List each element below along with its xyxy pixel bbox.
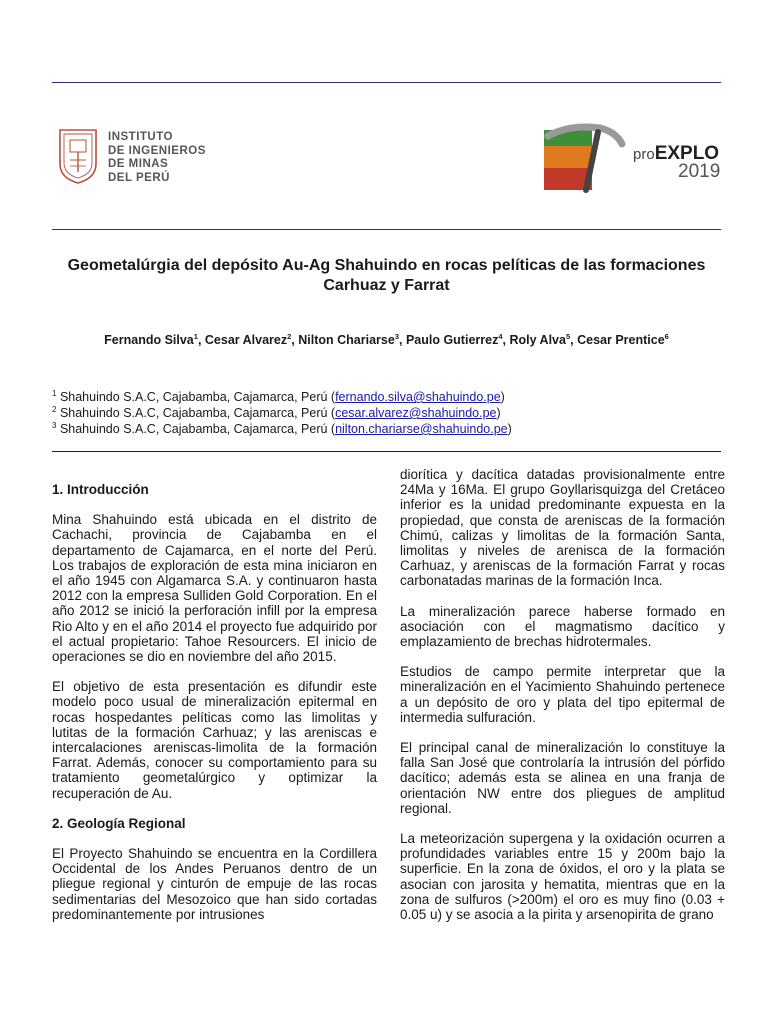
section-heading-introduccion: 1. Introducción	[52, 482, 149, 497]
author-sup: 1	[193, 331, 198, 341]
author-list: Fernando Silva$^1$, Cesar Alvarez$^2$, Nilton Chariarse$^3$, Paulo Gutierrez$^4$, Roly Alva$^5$, Cesar Prentice$^6$	[104, 331, 669, 347]
proexplo-year: 2019	[678, 161, 721, 182]
iimp-logo	[58, 128, 258, 186]
paragraph: diorítica y dacítica datadas provisionalmente entre 24Ma y 16Ma. El grupo Goyllarisquizga del Cretáceo inferior es la unidad predominante expuesta en la propiedad, que consta de areniscas de la formación Chimú, calizas y limolitas de la formación Santa, limolitas y niveles de arenisca de la formación Carhuaz, y areniscas de la formación Farrat y rocas carbonatadas marinas de la formación Inca.	[400, 467, 725, 589]
iimp-wordmark	[108, 131, 206, 185]
paper-title: Geometalúrgia del depósito Au-Ag Shahuindo en rocas pelíticas de las formaciones Carhuaz y Farrat	[67, 257, 706, 294]
proexplo-explo: EXPLO	[654, 143, 720, 164]
author-name: Nilton Chariarse	[298, 333, 395, 347]
author-sup: 2	[287, 331, 292, 341]
right-column	[400, 467, 725, 937]
affiliation	[52, 421, 721, 437]
email-link[interactable]: cesar.alvarez@shahuindo.pe	[335, 406, 497, 420]
affiliation-close: )	[507, 422, 512, 436]
proexplo-pro: pro	[633, 146, 655, 163]
paragraph: La mineralización parece haberse formado en asociación con el magmatismo dacítico y emplazamiento de brechas hidrotermales.	[400, 603, 725, 650]
header-bottom-rule	[52, 229, 721, 230]
affiliation	[52, 405, 721, 421]
affiliation-text: Shahuindo S.A.C, Cajabamba, Cajamarca, Perú (	[59, 422, 336, 436]
affiliations	[52, 389, 721, 437]
affiliation	[52, 389, 721, 405]
iimp-line: DE INGENIEROS	[108, 144, 206, 157]
proexplo-logo	[540, 120, 725, 195]
iimp-shield-icon	[58, 128, 98, 184]
affiliation-close: )	[500, 390, 505, 404]
paragraph: Estudios de campo permite interpretar que la mineralización en el Yacimiento Shahuindo pertenece a un depósito de oro y plata del tipo epitermal de intermedia sulfuración.	[400, 664, 725, 725]
author-name: Roly Alva	[509, 333, 566, 347]
paragraph: El objetivo de esta presentación es difundir este modelo poco usual de mineralización epitermal en rocas hospedantes pelíticas como las limolitas y lutitas de la formación Carhuaz; y las areniscas e intercalaciones areniscas-limolita de la formación Farrat. Además, conocer su comportamiento para su tratamiento geometalúrgico y optimizar la recuperación de Au.	[52, 679, 377, 801]
proexplo-pickaxe-icon	[540, 120, 626, 195]
affiliation-num: 3	[52, 420, 57, 430]
paragraph: La meteorización supergena y la oxidación ocurren a profundidades variables entre 15 y 200m bajo la superficie. En la zona de óxidos, el oro y la plata se asocian con jarosita y hematita, mientras que en la zona de sulfuros (>200m) el oro es muy fino (0.03 + 0.05 u) y se asocia a la pirita y arsenopirita de grano	[400, 831, 725, 923]
author-sup: 4	[498, 331, 503, 341]
author-name: Paulo Gutierrez	[405, 333, 499, 347]
paragraph: El principal canal de mineralización lo constituye la falla San José que controlaría la intrusión del pórfido dacítico; además esta se alinea en una franja de orientación NW entre dos pliegues de amplitud regional.	[400, 740, 725, 816]
author-sup: 5	[565, 331, 571, 341]
email-link[interactable]: nilton.chariarse@shahuindo.pe	[335, 422, 508, 436]
affiliation-num: 1	[52, 388, 57, 398]
affiliation-text: Shahuindo S.A.C, Cajabamba, Cajamarca, Perú (	[59, 406, 336, 420]
author-sup: 3	[394, 331, 399, 341]
paragraph: El Proyecto Shahuindo se encuentra en la Cordillera Occidental de los Andes Peruanos dentro de un pliegue regional y cinturón de empuje de las rocas sedimentarias del Mesozoico que han sido cortadas predominantemente por intrusiones	[52, 846, 377, 922]
iimp-line: INSTITUTO	[108, 131, 173, 143]
affiliations-rule	[52, 451, 721, 452]
section-heading-geologia-regional: 2. Geología Regional	[52, 815, 186, 831]
paragraph: Mina Shahuindo está ubicada en el distrito de Cachachi, provincia de Cajabamba en el departamento de Cajamarca, en el norte del Perú. Los trabajos de exploración de esta mina iniciaron en el año 1945 con Algamarca S.A. y continuaron hasta 2012 con la empresa Sulliden Gold Corporation. En el año 2012 se inició la perforación infill por la empresa Rio Alto y en el año 2014 el proyecto fue adquirido por el actual propietario: Tahoe Resourcers. El inicio de operaciones se dio en noviembre del año 2015.	[52, 512, 377, 665]
author-sup: 6	[664, 331, 669, 341]
affiliation-close: )	[496, 406, 501, 420]
affiliation-num: 2	[52, 404, 57, 414]
author-name: Fernando Silva	[104, 333, 194, 347]
left-column	[52, 470, 377, 937]
affiliation-text: Shahuindo S.A.C, Cajabamba, Cajamarca, Perú (	[59, 390, 336, 404]
header-top-rule	[52, 82, 721, 83]
author-name: Cesar Prentice	[577, 333, 665, 347]
iimp-line: DE MINAS	[108, 158, 169, 170]
email-link[interactable]: fernando.silva@shahuindo.pe	[335, 390, 501, 404]
author-name: Cesar Alvarez	[204, 333, 288, 347]
iimp-line: DEL PERÚ	[108, 171, 170, 184]
